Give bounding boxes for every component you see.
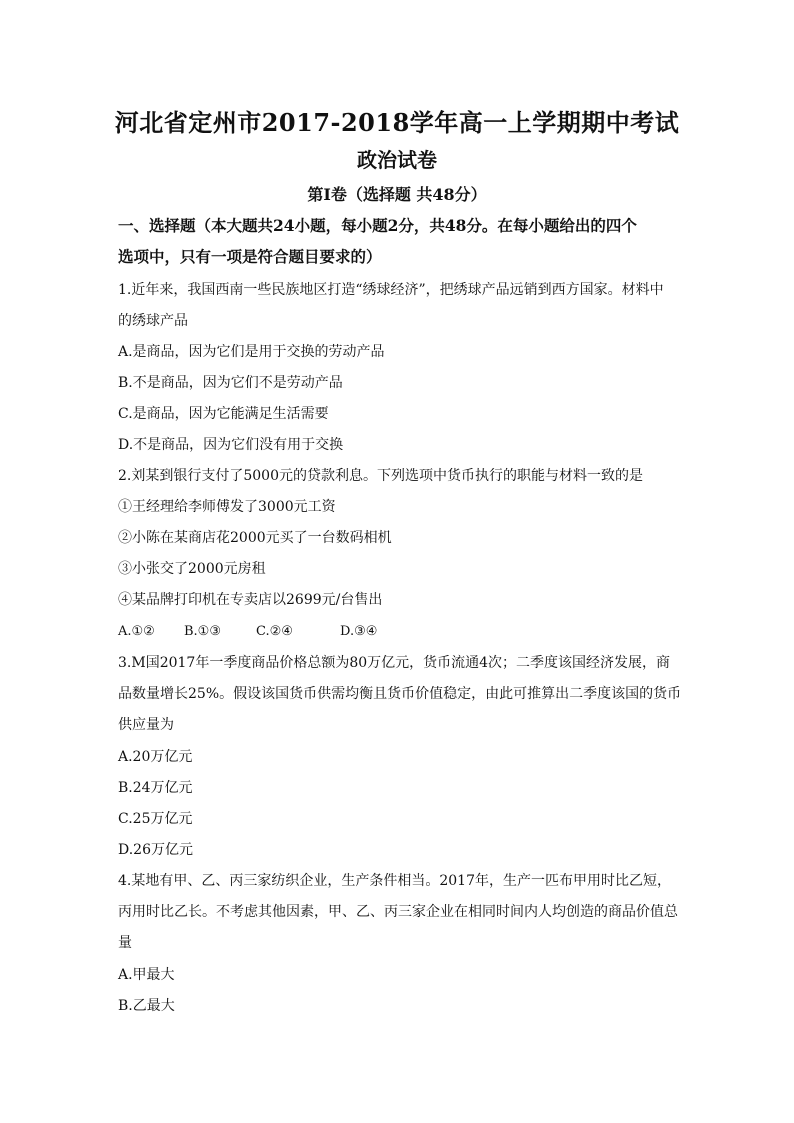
- part-title: 第Ⅰ卷（选择题 共48分）: [307, 185, 487, 204]
- q3-option-a: A.20万亿元: [118, 749, 193, 765]
- q1-stem-line-1: 1.近年来，我国西南一些民族地区打造“绣球经济”，把绣球产品远销到西方国家。材料中: [118, 282, 664, 298]
- q4-option-b: B.乙最大: [118, 998, 175, 1014]
- q1-stem-line-2: 的绣球产品: [118, 313, 188, 329]
- q2-options-row: [118, 622, 377, 642]
- exam-title: 河北省定州市2017-2018学年高一上学期期中考试: [114, 108, 680, 137]
- q2-option-b: B.①③: [184, 624, 221, 639]
- q2-option-c: C.②④: [256, 624, 293, 639]
- q1-option-b: B.不是商品，因为它们不是劳动产品: [118, 375, 343, 391]
- q4-option-a: A.甲最大: [118, 967, 175, 983]
- q4-stem-line-3: 量: [118, 935, 132, 951]
- q2-option-d: D.③④: [340, 624, 378, 639]
- q3-stem-line-2: 品数量增长25%。假设该国货币供需均衡且货币价值稳定，由此可推算出二季度该国的货币: [118, 686, 682, 702]
- q2-statement-3: ③小张交了2000元房租: [118, 561, 266, 577]
- q3-option-d: D.26万亿元: [118, 842, 193, 858]
- q1-option-c: C.是商品，因为它能满足生活需要: [118, 406, 329, 422]
- q1-option-d: D.不是商品，因为它们没有用于交换: [118, 437, 344, 453]
- q4-stem-line-2: 丙用时比乙长。不考虑其他因素，甲、乙、丙三家企业在相同时间内人均创造的商品价值总: [118, 904, 678, 920]
- q1-option-a: A.是商品，因为它们是用于交换的劳动产品: [118, 344, 385, 360]
- q2-statement-4: ④某品牌打印机在专卖店以2699元/台售出: [118, 592, 383, 608]
- q4-stem-line-1: 4.某地有甲、乙、丙三家纺织企业，生产条件相当。2017年，生产一匹布甲用时比乙短，: [118, 873, 671, 889]
- subject-title: 政治试卷: [357, 148, 437, 172]
- q2-statement-2: ②小陈在某商店花2000元买了一台数码相机: [118, 530, 392, 546]
- q3-stem-line-1: 3.M国2017年一季度商品价格总额为80万亿元，货币流通4次；二季度该国经济发展，商: [118, 655, 671, 671]
- q2-stem: 2.刘某到银行支付了5000元的贷款利息。下列选项中货币执行的职能与材料一致的是: [118, 468, 643, 484]
- q3-option-b: B.24万亿元: [118, 780, 193, 796]
- q2-option-a: A.①②: [118, 624, 155, 639]
- q3-option-c: C.25万亿元: [118, 811, 193, 827]
- q2-statement-1: ①王经理给李师傅发了3000元工资: [118, 499, 336, 515]
- q3-stem-line-3: 供应量为: [118, 717, 174, 733]
- section-instructions-line-2: 选项中，只有一项是符合题目要求的）: [118, 247, 382, 266]
- section-instructions-line-1: 一、选择题（本大题共24小题，每小题2分，共48分。在每小题给出的四个: [118, 216, 637, 235]
